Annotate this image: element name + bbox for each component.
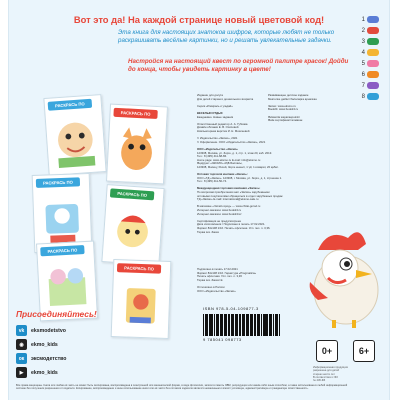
- imprint-line: ООО «ТД «Эксмо». 123308, г. Москва, ул. Зорге, д. 1, строение 1.: [197, 176, 282, 180]
- social-link[interactable]: [16, 325, 66, 336]
- color-swatch: [367, 38, 379, 45]
- color-key-row: [356, 47, 384, 58]
- imprint-line: Для детей старшего дошкольного возраста: [197, 97, 254, 101]
- book-badge: РАСКРАСЬ ПО ЦВЕТАМ: [110, 188, 155, 200]
- color-key-number: 3: [361, 38, 365, 45]
- barcode-bar: [279, 314, 280, 336]
- imprint-line: Home page: www.eksmo.ru E-mail: info@eksmo.ru: [197, 158, 261, 162]
- social-title: Присоединяйтесь!: [16, 309, 97, 319]
- color-key: [356, 14, 384, 102]
- intro-call-to-action: Настройся на настоящий квест по огромной палитре красок! Дойди до конца, чтобы увидеть картинку в цвете!: [128, 58, 349, 74]
- imprint-line: По вопросам приобретения книг «Эксмо» зарубежными: [197, 191, 270, 195]
- book-illustration: [37, 190, 87, 247]
- book-illustration: [107, 201, 159, 260]
- barcode-bar: [224, 314, 227, 336]
- book-illustration: [42, 258, 93, 316]
- imprint-line: Өндіруші: «ЭКСМО» АҚБ Баспасы,: [197, 162, 243, 166]
- book-illustration: [116, 276, 166, 333]
- color-swatch: [367, 49, 379, 56]
- imprint-line: Международная торговая компания «Эксмо»:: [197, 187, 261, 191]
- book-badge: РАСКРАСЬ ПО ЦВЕТАМ: [113, 108, 157, 119]
- imprint-line: Отпечатано в России: [197, 285, 225, 289]
- barcode: [203, 314, 283, 336]
- imprint-line: Дизайн обложки Е. В. Осиповой: [197, 126, 239, 130]
- imprint-line: Серия «Раскрась и угадай»: [197, 104, 233, 108]
- imprint-line: Тираж экз. Заказ: [197, 230, 219, 234]
- imprint-line: Формат 84x108 1/16. Печать офсетная. Усл. печ. л. 3,36.: [197, 226, 271, 230]
- legal-small-print: [313, 366, 373, 382]
- youtube-icon: ▶: [16, 367, 27, 378]
- imprint-line: Өнім сертификатталмаған: [268, 119, 303, 123]
- barcode-area: [203, 305, 283, 342]
- book-back-cover: [8, 0, 390, 400]
- social-link[interactable]: [16, 353, 66, 364]
- imprint-line: Book24: www.book24.ru: [268, 108, 299, 112]
- headline: Вот это да! На каждой странице новый цветовой код!: [73, 14, 325, 25]
- imprint-line: Тел.: 8 (495) 411-68-86.: [197, 155, 227, 159]
- color-key-number: 7: [361, 82, 365, 89]
- imprint-line: Эксмо: www.eksmo.ru: [268, 104, 296, 108]
- imprint-line: Тираж экз. Заказ №: [197, 278, 223, 282]
- color-key-row: [356, 69, 384, 80]
- barcode-bar: [250, 314, 253, 336]
- age-rating-badge: 0+: [316, 340, 338, 362]
- imprint-line: Интернет-магазин: www.book24.kz: [197, 212, 242, 216]
- legal-line: В соответствии с ФЗ: [313, 375, 338, 379]
- imprint-line: Ответственный редактор А. А. Губкова: [197, 122, 248, 126]
- imprint-bottom-block: [197, 268, 297, 293]
- color-swatch: [367, 82, 379, 89]
- imprint-line: Издание для досуга: [197, 94, 223, 97]
- color-swatch: [367, 71, 379, 78]
- imprint-line: Интернет-магазин: www.book24.ru: [197, 209, 242, 212]
- imprint-line: 123308, Мәскеу, Ресей, Зорге көшесі, 1 үй, 1 ғимарат, 20 қабат.: [197, 165, 279, 169]
- social-link-label: ekmo_kids: [31, 341, 58, 348]
- book-thumbnail: [111, 259, 172, 339]
- imprint-line: Сертификация не предусмотрена: [197, 219, 241, 223]
- color-swatch: [367, 27, 379, 34]
- imprint-right-block: [268, 94, 338, 123]
- color-key-row: [356, 25, 384, 36]
- imprint-line: ООО «Издательство «Эксмо»: [197, 289, 236, 293]
- hen-character-illustration: [288, 220, 388, 330]
- legal-line: № 436-ФЗ: [313, 379, 326, 383]
- book-thumbnail: [43, 94, 106, 176]
- imprint-line: Дата изготовления / Подписано в печать 17.02.2021.: [197, 223, 266, 227]
- imprint-line: Әкімшілік жауапкершілігі: [268, 115, 300, 119]
- social-link-label: эксмодетство: [31, 355, 67, 362]
- imprint-line: 123308, Москва, ул. Зорге, д. 1, стр. 1, этаж 20, каб. 2013.: [197, 151, 273, 155]
- color-key-number: 6: [361, 71, 365, 78]
- color-key-number: 1: [361, 16, 365, 23]
- book-badge: РАСКРАСЬ ПО ЦВЕТАМ: [40, 245, 84, 256]
- imprint-line: Мектепке дейінгі балаларға арналған: [268, 97, 317, 101]
- imprint-line: Тел.: 8 (495) 411-50-74.: [197, 180, 227, 184]
- color-key-number: 4: [361, 49, 365, 56]
- imprint-line: оптовыми покупателями обращаться в отдел зарубежных продаж: [197, 194, 283, 198]
- imprint-line: Подписано в печать 17.02.2021: [197, 268, 238, 271]
- book-badge: РАСКРАСЬ ПО ЦВЕТАМ: [117, 263, 161, 274]
- color-swatch: [367, 60, 379, 67]
- age-rating-badge: 6+: [353, 340, 375, 362]
- book-illustration: [50, 111, 102, 170]
- barcode-digits: 9 785041 098773: [203, 337, 242, 342]
- book-badge: РАСКРАСЬ ПО ЦВЕТАМ: [48, 99, 93, 111]
- imprint-line: Оптовая торговля книгами «Эксмо»:: [197, 173, 248, 177]
- social-link[interactable]: [16, 339, 58, 350]
- imprint-line: ООО «Издательство «Эксмо»: [197, 147, 238, 151]
- barcode-bar: [265, 314, 268, 336]
- color-key-row: [356, 80, 384, 91]
- barcode-bar: [235, 314, 238, 336]
- color-key-number: 5: [361, 60, 365, 67]
- color-swatch: [367, 16, 379, 23]
- intro-text: Эта книга для настоящих знатоков шифров, которые любят не только раскрашивать весёлые картинки, но и решать увлекательные задачки.: [118, 29, 335, 45]
- book-thumbnail: [106, 104, 168, 185]
- book-thumbnail: [101, 184, 164, 266]
- imprint-line: Печать офсетная. Усл. печ. л. 3,36: [197, 275, 242, 279]
- color-key-row: [356, 14, 384, 25]
- legal-line: Информационная продукция: [313, 366, 348, 369]
- color-key-row: [356, 36, 384, 47]
- imprint-line: Развивающее детское издание: [268, 94, 309, 97]
- imprint-line: Формат 84x108 1/16. Гарнитура «Pragmatica»: [197, 271, 257, 275]
- instagram-icon: ◉: [16, 339, 27, 350]
- social-link-label: eksmodetstvo: [31, 327, 66, 334]
- imprint-line: © Издательство «Эксмо», 2021: [197, 137, 238, 141]
- copyright-notice: Все права защищены. Книга или любая её часть не может быть скопирована, воспроизведена в электронной или механической форме, в виде фотокопии, записи в память ЭВМ, репродукции или каким-либо иным способом, а также использована в любой информационной системе без получения разрешения от издателя. Копирование, воспроизведение и иное использование книги или её части без согласия издателя является незаконным и влечёт уголовную, административную и гражданскую ответственность.: [16, 384, 348, 391]
- legal-line: старше шести лет: [313, 372, 335, 376]
- book-illustration: [111, 121, 162, 179]
- legal-line: разрешена для детей: [313, 369, 340, 373]
- social-link[interactable]: [16, 367, 58, 378]
- imprint-line: Компьютерная верстка И. Н. Моисеевой: [197, 129, 250, 133]
- imprint-line: Ежедневно. Новые задания: [197, 115, 234, 119]
- isbn-label: ISBN 978-5-04-109877-3: [203, 306, 259, 311]
- color-key-row: [356, 58, 384, 69]
- imprint-line: В магазине «Читай-город» — www.chitai-gorod.ru: [197, 205, 261, 209]
- barcode-bar: [210, 314, 213, 336]
- social-link-label: ekmo_kids: [31, 369, 58, 376]
- imprint-line: ТД «Эксмо» E-mail: international@eksmo-sale.ru: [197, 198, 259, 202]
- book-badge: РАСКРАСЬ ПО ЦВЕТАМ: [36, 177, 80, 188]
- color-swatch: [367, 93, 379, 100]
- vk-icon: vk: [16, 325, 27, 336]
- color-key-number: 8: [361, 93, 365, 100]
- imprint-line: © Оформление. ООО «Издательство «Эксмо», 2021: [197, 140, 266, 144]
- color-key-number: 2: [361, 27, 365, 34]
- imprint-line: ВЕСЕЛЫЙ ОТДЫХ: [197, 111, 223, 115]
- ok-icon: ок: [16, 353, 27, 364]
- color-key-row: [356, 91, 384, 102]
